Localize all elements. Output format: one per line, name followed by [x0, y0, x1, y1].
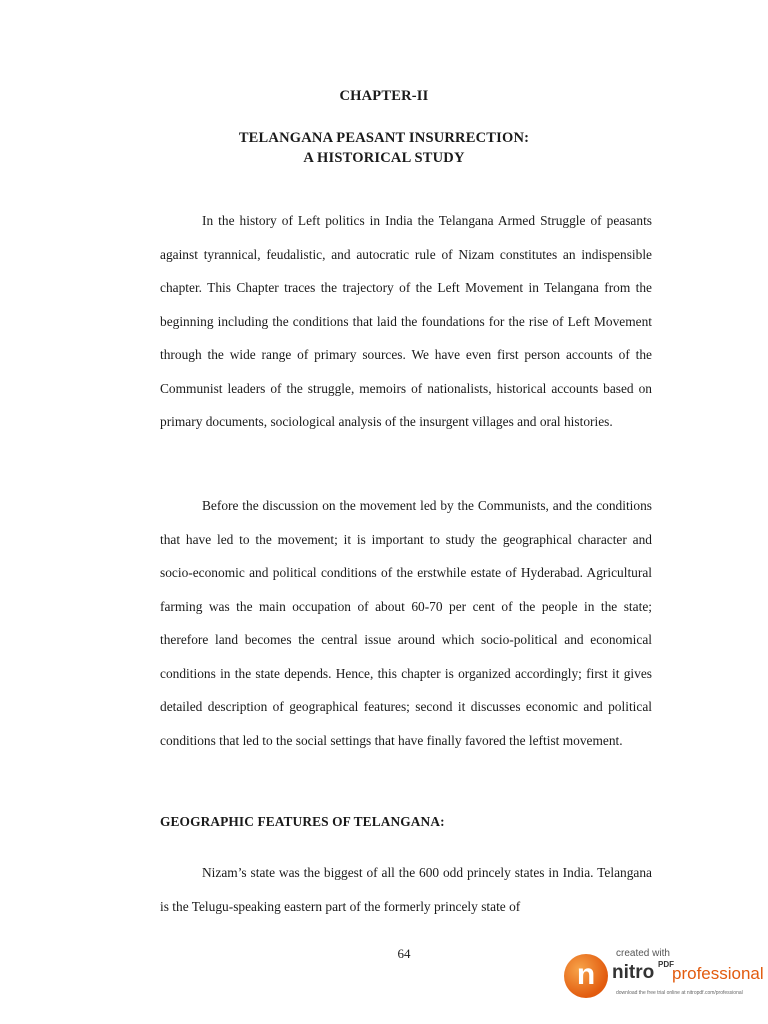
paragraph-intro: In the history of Left politics in India the Telangana Armed Struggle of peasants against tyrannical, feudalistic, and autocratic rule of Nizam constitutes an indispensible chapter. This Chapter traces the trajectory of the Left Movement in Telangana from the beginning including the conditions that laid the foundations for the rise of Left Movement through the wide range of primary sources. We have even first person accounts of the Communist leaders of the struggle, memoirs of nationalists, historical accounts based on primary documents, sociological analysis of the insurgent villages and oral histories.: [160, 213, 652, 429]
section-heading: GEOGRAPHIC FEATURES OF TELANGANA:: [160, 814, 445, 829]
chapter-title-line-2: A HISTORICAL STUDY: [303, 150, 465, 166]
nitro-logo-letter: n: [576, 958, 596, 991]
chapter-title: [0, 128, 768, 168]
chapter-title-line-1: TELANGANA PEASANT INSURRECTION:: [238, 130, 530, 146]
nitro-pdf-superscript: PDF: [658, 960, 674, 969]
paragraph-context: Before the discussion on the movement led by the Communists, and the conditions that have led to the movement; it is important to study the geographical character and socio-economic and political conditions of the erstwhile estate of Hyderabad. Agricultural farming was the main occupation of about 60-70 per cent of the people in the state; therefore land becomes the central issue around which socio-political and economical conditions in the state depends. Hence, this chapter is organized accordingly; first it gives detailed description of geographical features; second it discusses economic and political conditions that led to the social settings that have finally favored the leftist movement.: [160, 498, 652, 748]
paragraph-geography: Nizam’s state was the biggest of all the 600 odd princely states in India. Telangana is the Telugu-speaking eastern part of the formerly princely state of: [160, 865, 652, 914]
chapter-label: CHAPTER-II: [339, 88, 429, 104]
nitro-product-text: professional: [672, 964, 764, 983]
page-number: 64: [397, 946, 411, 961]
nitro-created-text: created with: [616, 948, 670, 959]
nitro-pdf-badge: [560, 940, 765, 1016]
nitro-brand-text: nitro: [612, 962, 655, 983]
nitro-download-text: download the free trial online at nitropdf.com/professional: [616, 990, 743, 996]
